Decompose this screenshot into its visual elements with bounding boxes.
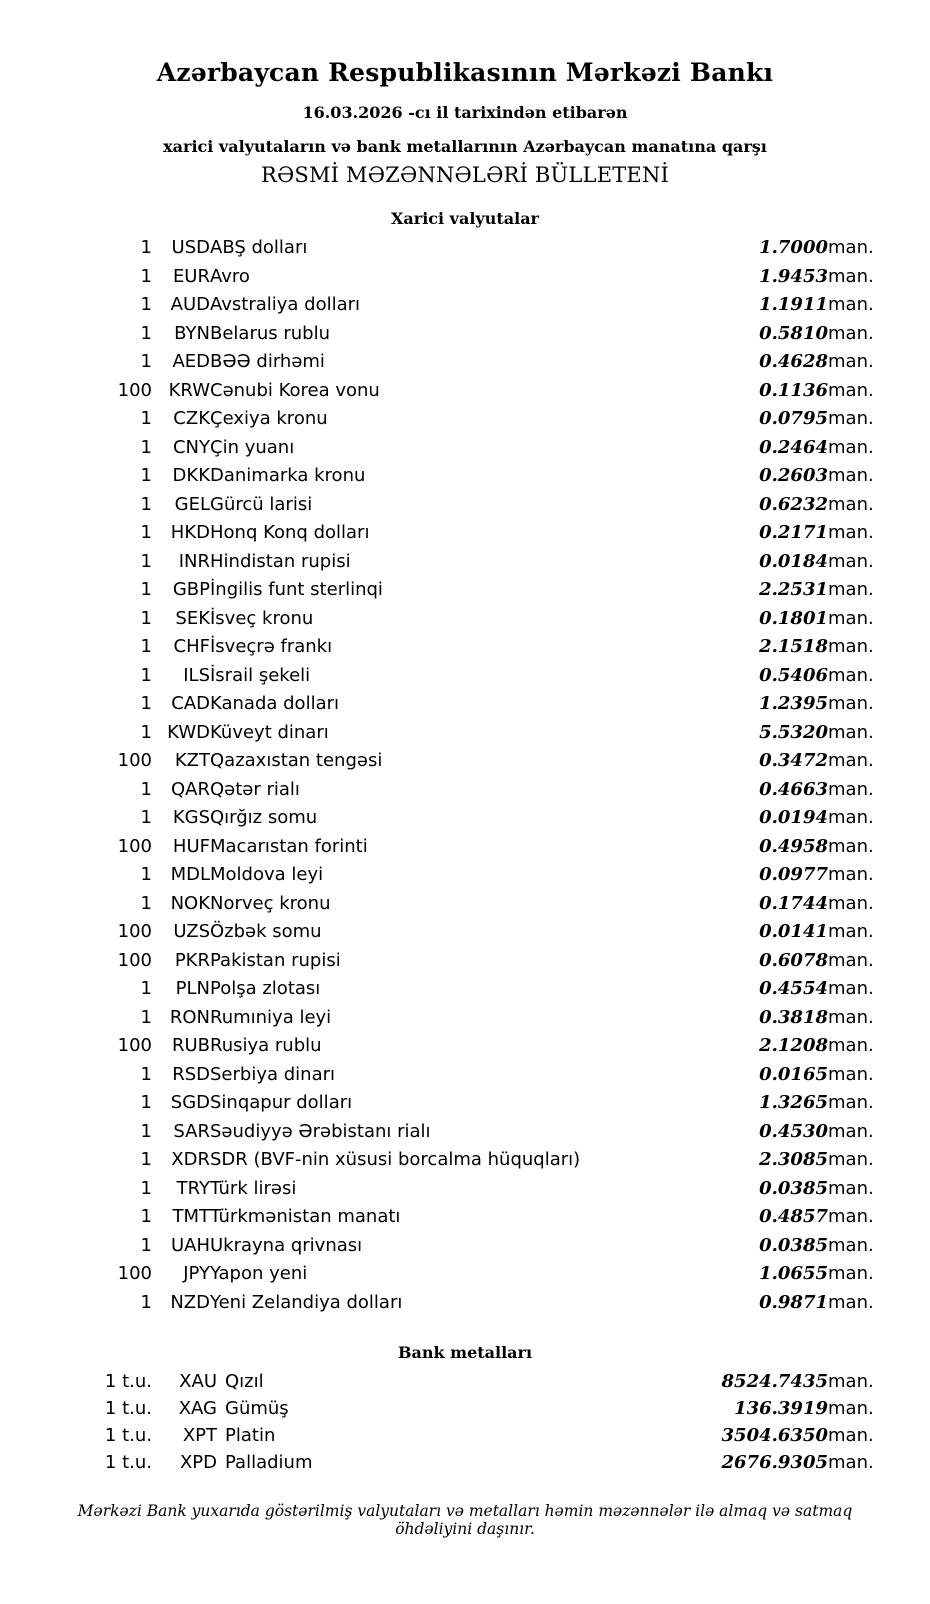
bulletin-title: RƏSMİ MƏZƏNNƏLƏRİ BÜLLETENİ — [260, 163, 670, 187]
currency-code: KWD — [167, 721, 210, 743]
currency-name: İsrail şekeli — [210, 664, 311, 686]
rate-quantity: 1 — [140, 892, 152, 914]
currency-name: Ukrayna qrivnası — [210, 1234, 363, 1256]
rate-unit: man. — [828, 921, 874, 942]
rate-quantity: 1 — [140, 465, 152, 486]
rate-quantity: 100 — [117, 1263, 152, 1284]
currency-name: Qızıl — [225, 1371, 264, 1392]
currency-code: NZD — [170, 1291, 210, 1313]
rate-quantity: 1 — [140, 294, 152, 315]
currency-name: Avro — [210, 265, 250, 287]
rate-quantity: 100 — [117, 1035, 152, 1056]
currency-row — [40, 861, 890, 890]
rate-quantity: 1 — [140, 721, 152, 743]
rate-quantity: 1 — [140, 978, 152, 999]
rate-unit: man. — [828, 693, 874, 714]
rate-unit: man. — [828, 1120, 874, 1142]
rate-value: 0.0385 — [759, 1177, 828, 1199]
rate-value: 8524.7435 — [721, 1371, 828, 1392]
rate-value: 0.0184 — [759, 550, 828, 572]
currency-code: UAH — [170, 1234, 210, 1256]
currency-row — [40, 1260, 890, 1289]
rate-unit: man. — [828, 522, 874, 543]
currency-name: Qətər rialı — [210, 778, 300, 800]
currency-code: PLN — [175, 978, 210, 999]
metal-row — [40, 1368, 890, 1395]
rate-value: 0.0385 — [759, 1234, 828, 1256]
rate-unit: man. — [828, 1452, 874, 1473]
rate-quantity: 1 — [140, 237, 152, 258]
rate-unit: man. — [828, 978, 874, 999]
currency-row — [40, 377, 890, 406]
currency-row — [40, 1175, 890, 1204]
rate-quantity: 1 — [140, 1092, 152, 1113]
rate-quantity: 1 t.u. — [104, 1425, 152, 1446]
currency-row — [40, 776, 890, 805]
rate-value: 0.2171 — [759, 522, 828, 543]
currency-name: Moldova leyi — [210, 864, 324, 885]
currency-code: RSD — [172, 1063, 210, 1085]
rate-quantity: 1 — [140, 636, 152, 657]
currency-code: NOK — [170, 892, 210, 914]
effective-date: 16.03.2026 -cı il tarixindən etibarən — [302, 103, 628, 122]
currency-name: Küveyt dinarı — [210, 721, 329, 743]
rate-unit: man. — [828, 265, 874, 287]
description-line: xarici valyutaların və bank metallarının Azərbaycan manatına qarşı — [163, 137, 767, 156]
rate-quantity: 1 — [140, 607, 152, 629]
currency-name: Norveç kronu — [210, 892, 331, 914]
currency-name: Hindistan rupisi — [210, 550, 351, 572]
rate-value: 0.9871 — [759, 1291, 828, 1313]
currency-row — [40, 548, 890, 577]
currency-row — [40, 947, 890, 976]
rate-value: 0.4628 — [759, 351, 828, 372]
rate-quantity: 1 — [140, 436, 152, 458]
rate-quantity: 100 — [117, 835, 152, 857]
currency-name: Özbək somu — [210, 921, 322, 942]
rate-unit: man. — [828, 1371, 874, 1392]
currency-row — [40, 747, 890, 776]
currency-name: Gürcü larisi — [210, 493, 313, 515]
rate-value: 0.3818 — [759, 1006, 828, 1028]
currency-row — [40, 519, 890, 548]
rate-value: 1.9453 — [759, 265, 828, 287]
rate-value: 0.3472 — [759, 750, 828, 771]
rate-quantity: 1 — [140, 1177, 152, 1199]
currency-name: BƏƏ dirhəmi — [210, 351, 325, 372]
rate-value: 0.4958 — [759, 835, 828, 857]
currency-code: RON — [169, 1006, 210, 1028]
currency-code: MDL — [170, 864, 210, 885]
rate-value: 0.0165 — [759, 1063, 828, 1085]
currency-code: CAD — [171, 693, 210, 714]
currency-row — [40, 462, 890, 491]
rate-quantity: 1 — [140, 322, 152, 344]
currency-row — [40, 662, 890, 691]
rate-quantity: 1 — [140, 550, 152, 572]
rate-unit: man. — [828, 636, 874, 657]
currency-name: Türkmənistan manatı — [210, 1206, 401, 1227]
rate-unit: man. — [828, 892, 874, 914]
metal-rates-table — [40, 1368, 890, 1476]
currency-code: TMT — [172, 1206, 210, 1227]
rate-quantity: 1 — [140, 664, 152, 686]
currency-name: Çexiya kronu — [210, 408, 328, 429]
currency-row — [40, 1118, 890, 1147]
rate-value: 2.2531 — [759, 579, 828, 600]
currency-name: Danimarka kronu — [210, 465, 366, 486]
rate-quantity: 1 — [140, 1234, 152, 1256]
currency-code: PKR — [174, 949, 210, 971]
rate-value: 5.5320 — [759, 721, 828, 743]
currency-row — [40, 833, 890, 862]
rate-quantity: 1 t.u. — [104, 1371, 152, 1392]
rate-value: 0.4663 — [759, 778, 828, 800]
currency-code: SGD — [170, 1092, 210, 1113]
currency-name: Yeni Zelandiya dolları — [210, 1291, 403, 1313]
currency-row — [40, 633, 890, 662]
rate-quantity: 1 — [140, 1206, 152, 1227]
rate-unit: man. — [828, 465, 874, 486]
currency-code: XAU — [179, 1371, 217, 1392]
rate-quantity: 1 — [140, 778, 152, 800]
currency-section-heading: Xarici valyutalar — [391, 209, 539, 228]
currency-code: SEK — [175, 607, 210, 629]
currency-name: Yapon yeni — [210, 1263, 308, 1284]
rate-unit: man. — [828, 721, 874, 743]
currency-row — [40, 804, 890, 833]
currency-name: Pakistan rupisi — [210, 949, 341, 971]
currency-row — [40, 434, 890, 463]
currency-code: INR — [178, 550, 210, 572]
rate-unit: man. — [828, 1092, 874, 1113]
rate-value: 0.1136 — [759, 379, 828, 401]
rate-unit: man. — [828, 949, 874, 971]
rate-value: 0.0977 — [759, 864, 828, 885]
rate-quantity: 1 — [140, 1006, 152, 1028]
rate-quantity: 100 — [117, 750, 152, 771]
currency-row — [40, 690, 890, 719]
currency-code: EUR — [172, 265, 210, 287]
rate-unit: man. — [828, 1234, 874, 1256]
rate-quantity: 1 t.u. — [104, 1398, 152, 1419]
currency-code: ILS — [183, 664, 210, 686]
currency-name: Platin — [225, 1425, 276, 1446]
rate-unit: man. — [828, 1206, 874, 1227]
rate-value: 0.5406 — [759, 664, 828, 686]
currency-row — [40, 263, 890, 292]
currency-name: Kanada dolları — [210, 693, 340, 714]
rate-unit: man. — [828, 750, 874, 771]
rate-value: 1.3265 — [759, 1092, 828, 1113]
currency-code: RUB — [171, 1035, 210, 1056]
rate-unit: man. — [828, 835, 874, 857]
currency-code: HKD — [170, 522, 210, 543]
rate-value: 0.2603 — [759, 465, 828, 486]
currency-code: KZT — [174, 750, 210, 771]
currency-rates-table — [40, 234, 890, 1317]
rate-value: 2.3085 — [759, 1149, 828, 1170]
currency-name: Rusiya rublu — [210, 1035, 322, 1056]
currency-code: CZK — [173, 408, 210, 429]
rate-value: 2.1208 — [759, 1035, 828, 1056]
currency-code: TRY — [176, 1177, 210, 1199]
page-title: Azərbaycan Respublikasının Mərkəzi Bankı — [156, 58, 774, 87]
currency-name: Səudiyyə Ərəbistanı rialı — [210, 1120, 431, 1142]
currency-row — [40, 1089, 890, 1118]
rate-quantity: 1 — [140, 1120, 152, 1142]
rate-unit: man. — [828, 351, 874, 372]
rate-unit: man. — [828, 1035, 874, 1056]
currency-code: XDR — [171, 1149, 210, 1170]
rate-quantity: 100 — [117, 379, 152, 401]
rate-unit: man. — [828, 864, 874, 885]
currency-name: İngilis funt sterlinqi — [210, 579, 383, 600]
metal-row — [40, 1422, 890, 1449]
currency-code: AUD — [170, 294, 210, 315]
rate-unit: man. — [828, 1398, 874, 1419]
currency-name: Cənubi Korea vonu — [210, 379, 380, 401]
rate-value: 0.2464 — [759, 436, 828, 458]
rate-value: 3504.6350 — [721, 1425, 828, 1446]
currency-row — [40, 234, 890, 263]
metals-section — [40, 1343, 890, 1476]
currency-row — [40, 1004, 890, 1033]
currency-row — [40, 1032, 890, 1061]
rate-value: 1.2395 — [759, 693, 828, 714]
rate-value: 0.0141 — [759, 921, 828, 942]
currency-row — [40, 1289, 890, 1318]
rate-value: 0.6232 — [759, 493, 828, 515]
currency-name: Qırğız somu — [210, 807, 318, 828]
rate-value: 0.4857 — [759, 1206, 828, 1227]
rate-value: 1.7000 — [759, 237, 828, 258]
currency-name: Çin yuanı — [210, 436, 295, 458]
rate-quantity: 1 — [140, 408, 152, 429]
rate-quantity: 1 — [140, 1149, 152, 1170]
rate-unit: man. — [828, 379, 874, 401]
currency-code: USD — [171, 237, 210, 258]
rate-value: 0.4530 — [759, 1120, 828, 1142]
rate-unit: man. — [828, 1149, 874, 1170]
currency-row — [40, 719, 890, 748]
rate-quantity: 1 — [140, 864, 152, 885]
footer-note: Mərkəzi Bank yuxarıda göstərilmiş valyutaları və metalları həmin məzənnələr ilə almaq və satmaq öhdəliyini daşınır. — [77, 1502, 853, 1538]
rate-unit: man. — [828, 408, 874, 429]
currency-code: KRW — [168, 379, 210, 401]
rate-unit: man. — [828, 237, 874, 258]
rate-unit: man. — [828, 493, 874, 515]
currency-code: HUF — [172, 835, 210, 857]
rate-quantity: 1 — [140, 1063, 152, 1085]
currency-name: İsveç kronu — [210, 607, 314, 629]
rate-unit: man. — [828, 1177, 874, 1199]
currency-row — [40, 1203, 890, 1232]
currency-code: CNY — [172, 436, 210, 458]
rate-value: 0.1801 — [759, 607, 828, 629]
rate-unit: man. — [828, 1006, 874, 1028]
currency-code: UZS — [173, 921, 210, 942]
rate-value: 136.3919 — [734, 1398, 828, 1419]
rate-unit: man. — [828, 778, 874, 800]
currency-name: Türk lirəsi — [210, 1177, 297, 1199]
rate-unit: man. — [828, 1425, 874, 1446]
rate-unit: man. — [828, 550, 874, 572]
rate-unit: man. — [828, 664, 874, 686]
currency-code: DKK — [172, 465, 210, 486]
currency-code: JPY — [183, 1263, 210, 1284]
currency-name: Belarus rublu — [210, 322, 331, 344]
currency-name: Macarıstan forinti — [210, 835, 368, 857]
currency-name: Sinqapur dolları — [210, 1092, 353, 1113]
currency-name: Rumıniya leyi — [210, 1006, 332, 1028]
rate-value: 0.0194 — [759, 807, 828, 828]
rate-value: 0.1744 — [759, 892, 828, 914]
rate-value: 0.6078 — [759, 949, 828, 971]
currency-code: BYN — [174, 322, 210, 344]
currency-row — [40, 320, 890, 349]
currency-code: CHF — [173, 636, 210, 657]
currency-name: Avstraliya dolları — [210, 294, 361, 315]
currency-name: Serbiya dinarı — [210, 1063, 335, 1085]
currency-row — [40, 975, 890, 1004]
rate-value: 0.4554 — [759, 978, 828, 999]
rate-value: 2.1518 — [759, 636, 828, 657]
currency-code: AED — [172, 351, 210, 372]
rate-value: 0.0795 — [759, 408, 828, 429]
currency-code: XPD — [179, 1452, 217, 1473]
rate-value: 0.5810 — [759, 322, 828, 344]
currency-code: QAR — [171, 778, 210, 800]
currency-name: Gümüş — [225, 1398, 289, 1419]
rate-quantity: 1 — [140, 493, 152, 515]
rate-quantity: 1 — [140, 579, 152, 600]
currency-name: Qazaxıstan tengəsi — [210, 750, 383, 771]
metal-row — [40, 1449, 890, 1476]
currency-code: KGS — [172, 807, 210, 828]
currency-row — [40, 1061, 890, 1090]
rate-unit: man. — [828, 1263, 874, 1284]
rate-unit: man. — [828, 607, 874, 629]
rate-unit: man. — [828, 807, 874, 828]
currency-name: İsveçrə frankı — [210, 636, 333, 657]
currency-row — [40, 1232, 890, 1261]
currency-row — [40, 291, 890, 320]
rate-quantity: 100 — [117, 949, 152, 971]
rate-quantity: 1 t.u. — [104, 1452, 152, 1473]
rate-quantity: 1 — [140, 1291, 152, 1313]
currency-code: GBP — [172, 579, 210, 600]
rate-quantity: 1 — [140, 522, 152, 543]
currency-row — [40, 491, 890, 520]
currency-row — [40, 405, 890, 434]
rate-value: 1.1911 — [759, 294, 828, 315]
rate-value: 1.0655 — [759, 1263, 828, 1284]
currency-name: Polşa zlotası — [210, 978, 321, 999]
metal-row — [40, 1395, 890, 1422]
currency-code: XAG — [178, 1398, 217, 1419]
currency-row — [40, 918, 890, 947]
currency-row — [40, 576, 890, 605]
currency-name: Palladium — [225, 1452, 313, 1473]
rate-unit: man. — [828, 1063, 874, 1085]
currency-name: SDR (BVF-nin xüsusi borcalma hüquqları) — [210, 1149, 581, 1170]
currency-row — [40, 890, 890, 919]
currency-code: XPT — [182, 1425, 217, 1446]
metals-section-heading: Bank metalları — [397, 1343, 533, 1362]
rate-quantity: 1 — [140, 807, 152, 828]
currency-code: SAR — [173, 1120, 210, 1142]
currency-row — [40, 605, 890, 634]
rate-unit: man. — [828, 1291, 874, 1313]
rate-quantity: 1 — [140, 351, 152, 372]
currency-code: GEL — [174, 493, 210, 515]
rate-unit: man. — [828, 322, 874, 344]
currency-row — [40, 348, 890, 377]
rate-unit: man. — [828, 436, 874, 458]
currency-name: ABŞ dolları — [210, 237, 308, 258]
currency-name: Honq Konq dolları — [210, 522, 370, 543]
rate-unit: man. — [828, 294, 874, 315]
rate-quantity: 100 — [117, 921, 152, 942]
rate-quantity: 1 — [140, 693, 152, 714]
currency-row — [40, 1146, 890, 1175]
rate-value: 2676.9305 — [721, 1452, 828, 1473]
rate-quantity: 1 — [140, 265, 152, 287]
rate-unit: man. — [828, 579, 874, 600]
